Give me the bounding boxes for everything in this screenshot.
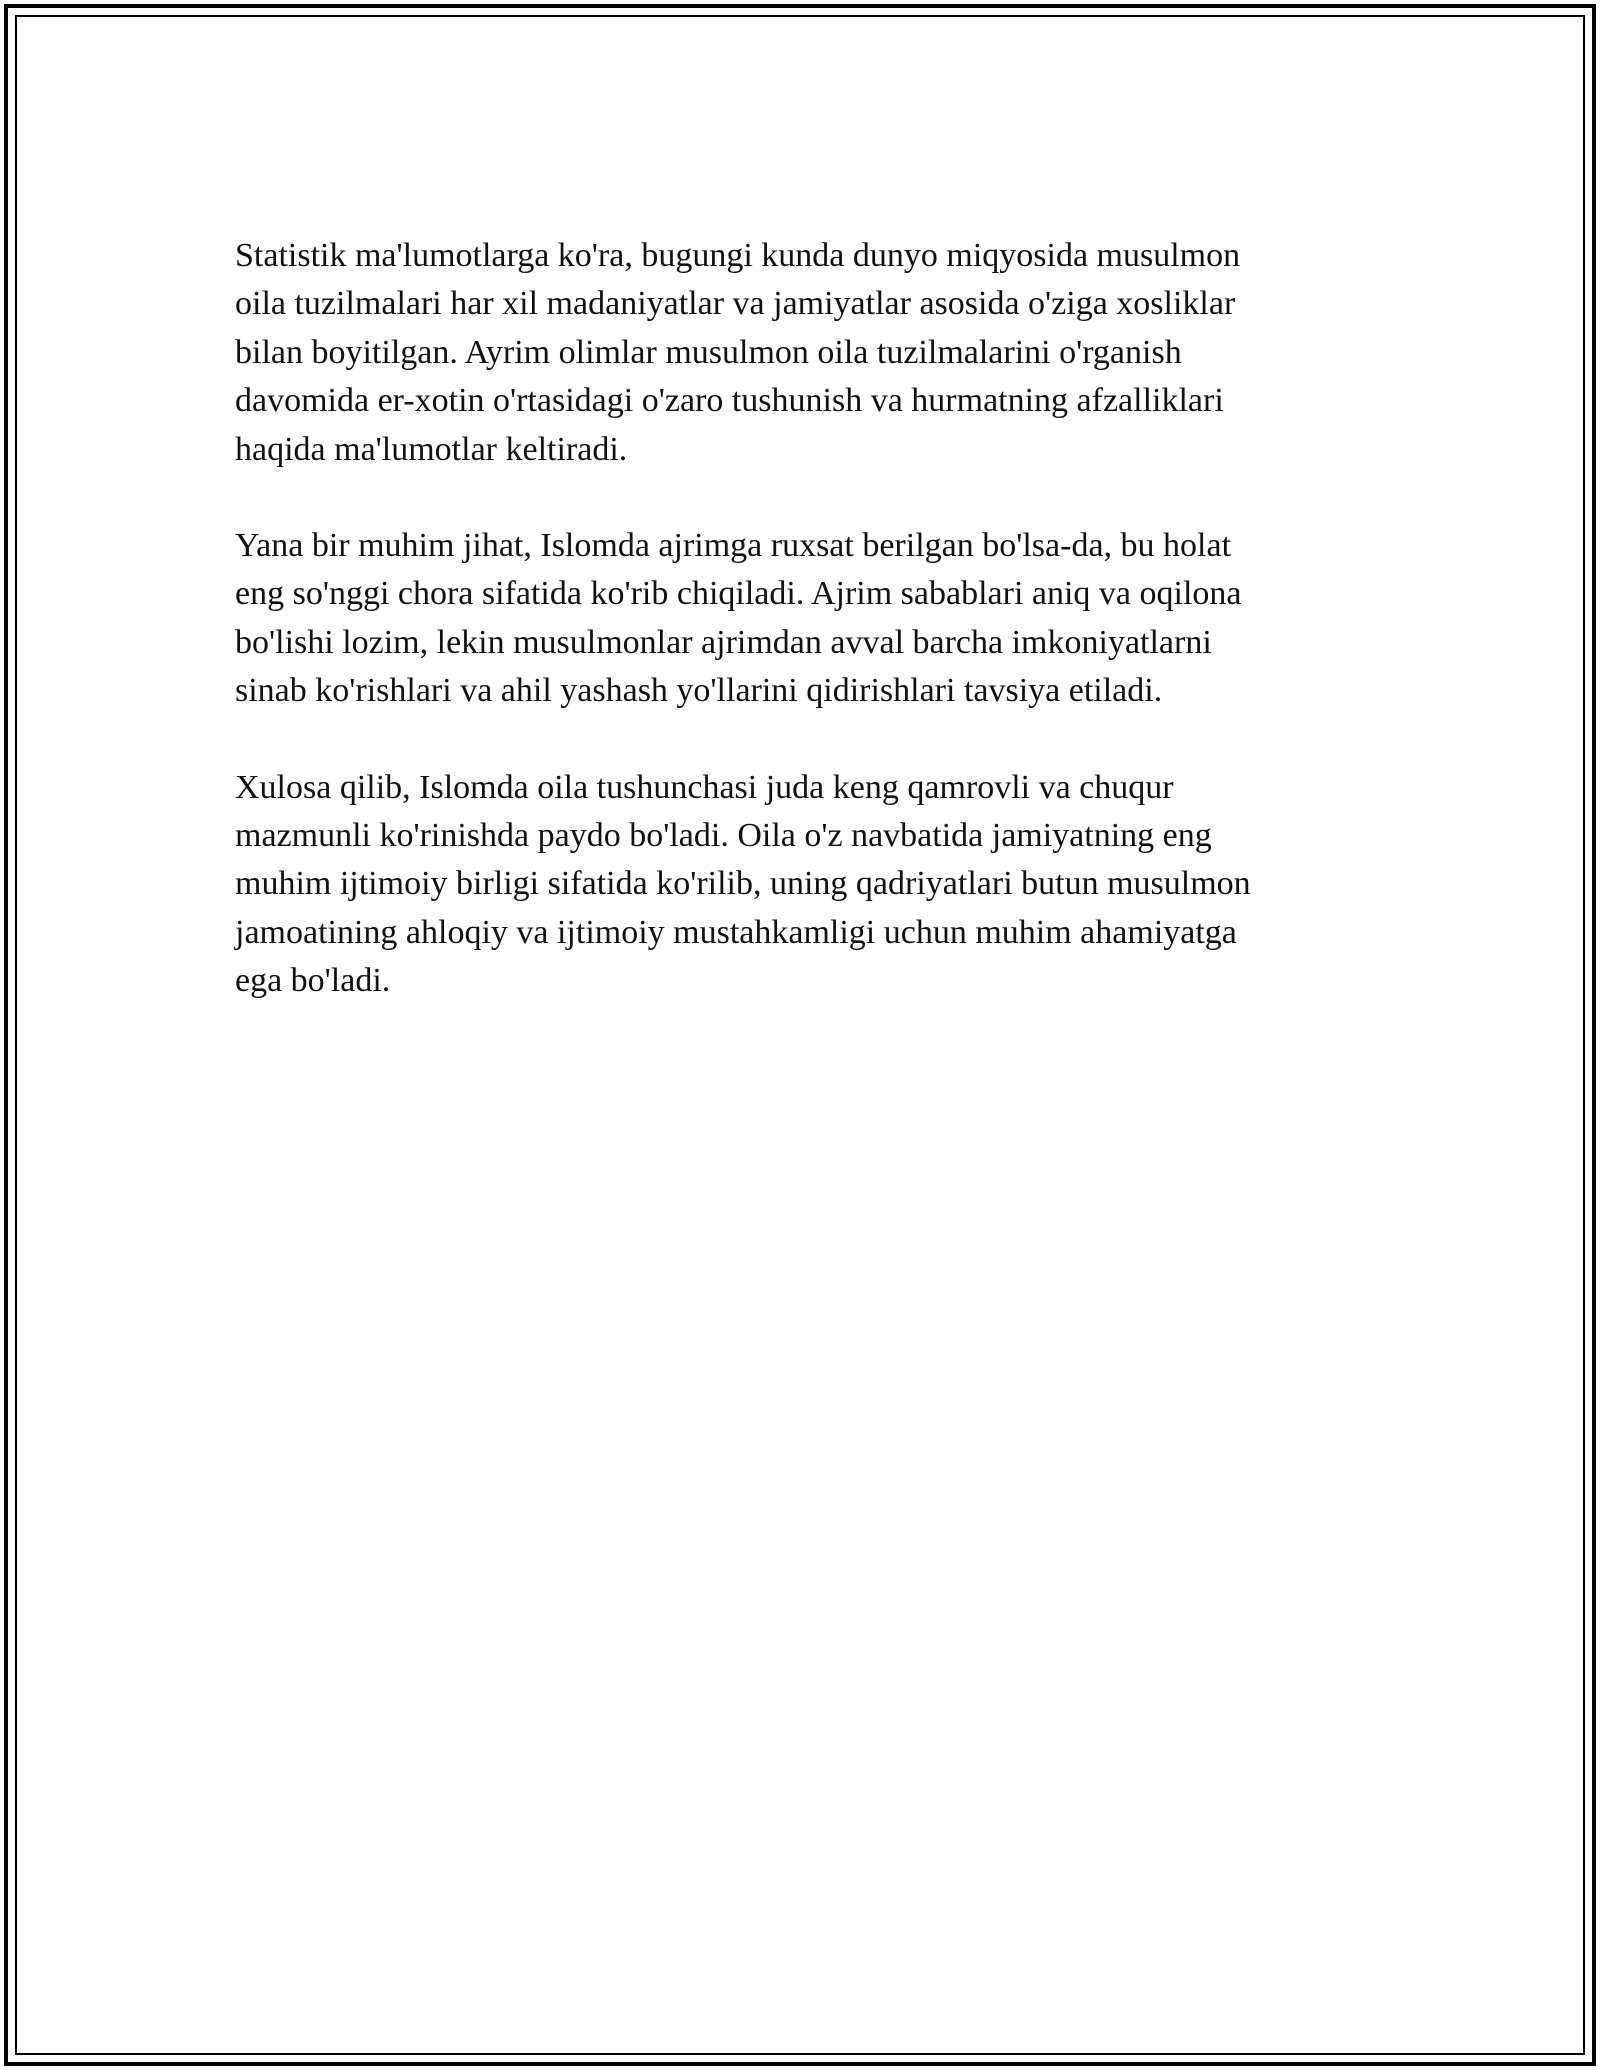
paragraph-statistics: Statistik ma'lumotlarga ko'ra, bugungi kunda dunyo miqyosida musulmon oila tuzilmalari har xil madaniyatlar va jamiyatlar asosida o'ziga xosliklar bilan boyitilgan. Ayrim olimlar musulmon oila tuzilmalarini o'rganish davomida er-xotin o'rtasidagi o'zaro tushunish va hurmatning afzalliklari haqida ma'lumotlar keltiradi.: [235, 237, 1241, 468]
paragraph-divorce: Yana bir muhim jihat, Islomda ajrimga ruxsat berilgan bo'lsa-da, bu holat eng so'nggi chora sifatida ko'rib chiqiladi. Ajrim sabablari aniq va oqilona bo'lishi lozim, lekin musulmonlar ajrimdan avval barcha imkoniyatlarni sinab ko'rishlari va ahil yashash yo'llarini qidirishlari tavsiya etiladi.: [235, 527, 1242, 710]
document-body: [235, 232, 1345, 1054]
paragraph-conclusion: Xulosa qilib, Islomda oila tushunchasi juda keng qamrovli va chuqur mazmunli ko'rinishda paydo bo'ladi. Oila o'z navbatida jamiyatning eng muhim ijtimoiy birligi sifatida ko'rilib, uning qadriyatlari butun musulmon jamoatining ahloqiy va ijtimoiy mustahkamligi uchun muhim ahamiyatga ega bo'ladi.: [235, 768, 1251, 1000]
